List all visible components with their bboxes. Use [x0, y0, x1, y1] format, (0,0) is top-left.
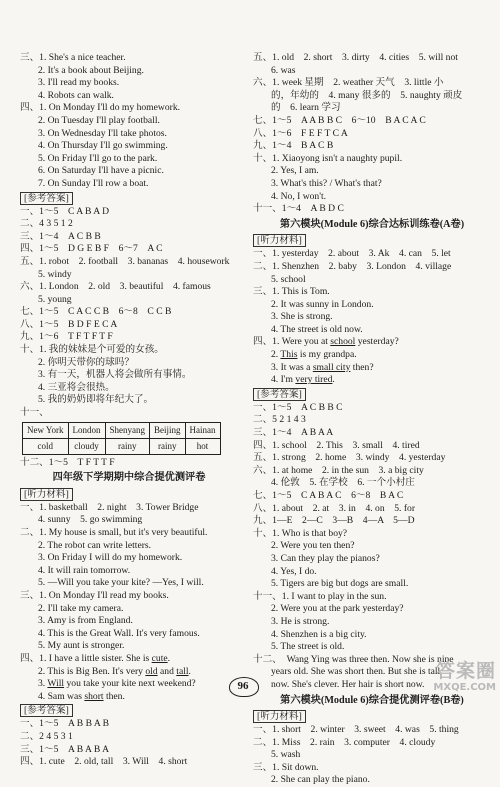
answer-line: 二、5 2 1 4 3	[253, 414, 306, 426]
answer-line	[20, 666, 238, 679]
underlined-word: cute	[151, 652, 168, 664]
answer-line: 二、1. Miss 2. rain 3. computer 4. cloudy	[253, 736, 436, 748]
answer-line: 5. On Friday I'll go to the park.	[38, 152, 158, 164]
answer-line: 6. was	[271, 64, 296, 76]
answer-line: 4. The street is old now.	[271, 323, 363, 335]
answer-line: 五、1. strong 2. home 3. windy 4. yesterday	[253, 452, 446, 464]
answer-line: 6. On Saturday I'll have a picnic.	[38, 165, 164, 177]
table-cell: hot	[185, 438, 220, 454]
answer-line: 2. It was sunny in London.	[271, 298, 374, 310]
answer-line: 三、1～4 A C B B	[20, 230, 101, 242]
section-label: [听力材料]	[253, 234, 306, 247]
answer-line: 二、1. Shenzhen 2. baby 3. London 4. village	[253, 260, 452, 272]
answer-line	[20, 678, 238, 691]
answer-line: 5. —Will you take your kite? —Yes, I will.	[38, 577, 204, 589]
answer-line: 十一、1. I want to play in the sun.	[253, 590, 387, 602]
answer-line: 一、1～5 A C B B C	[253, 401, 343, 413]
answer-line: 二、2 4 5 3 1	[20, 730, 73, 742]
answer-line: 三、1. On Monday I'll read my books.	[20, 589, 169, 601]
text-span: 四、1. Were you at	[253, 336, 331, 348]
answer-line: 七、1～5 C A B A C 6～8 B A C	[253, 490, 404, 501]
section-label: [听力材料]	[20, 488, 73, 501]
answer-line: 3. Amy is from England.	[38, 615, 133, 627]
answer-line: 七、1～5 C A C C B 6～8 C C B	[20, 306, 172, 318]
answer-line: 2. She can play the piano.	[271, 774, 370, 786]
answer-line: 3. On Wednesday I'll take photos.	[38, 127, 167, 139]
page-number	[223, 676, 263, 696]
answer-line: 四、1. school 2. This 3. small 4. tired	[253, 439, 420, 451]
section-label-row	[20, 703, 238, 718]
weather-table	[22, 422, 221, 455]
table-cell: cloudy	[68, 438, 105, 454]
answer-line: 三、1. This is Tom.	[253, 286, 330, 298]
answer-line: 九、1—E 2—C 3—B 4—A 5—D	[253, 515, 415, 527]
answer-line: 九、1～4 B A C B	[253, 140, 334, 152]
answer-line: 四、1. On Monday I'll do my homework.	[20, 102, 181, 114]
answer-line: 4. On Thursday I'll go swimming.	[38, 140, 168, 152]
table-cell: New York	[23, 422, 69, 438]
answer-line: 3. Can they play the pianos?	[271, 552, 380, 564]
answer-line: 2. Yes, I am.	[271, 165, 319, 177]
answer-line: 4. 三亚将会很热。	[38, 381, 115, 393]
watermark	[404, 660, 496, 700]
table-cell: cold	[23, 438, 69, 454]
answer-line: 五、1. robot 2. football 3. bananas 4. housework	[20, 255, 230, 267]
answer-line: 一、1～5 A B B A B	[20, 718, 110, 730]
answer-line: 4. 伦敦 5. 在学校 6. 一个小村庄	[271, 477, 415, 489]
answer-line: 十一、1～4 A B D C	[253, 203, 344, 215]
answer-line: 3. 有一天，机器人将会做所有事情。	[38, 369, 192, 381]
answer-line: 一、1～5 C A B A D	[20, 205, 110, 217]
text-span: then.	[103, 690, 125, 702]
section-label-row	[253, 233, 491, 248]
answer-line: 六、1. at home 2. in the sun 3. a big city	[253, 464, 424, 476]
text-span: you take your kite next weekend?	[64, 678, 196, 690]
answer-line: 4. Yes, I do.	[271, 565, 317, 577]
answer-line: 5. 我的奶奶即将年纪大了。	[38, 394, 154, 406]
text-span: yesterday?	[355, 336, 399, 348]
answer-line: 十二、1～5 T F T T F	[20, 456, 115, 468]
section-label: [参考答案]	[253, 388, 306, 401]
answer-line: 3. She is strong.	[271, 311, 333, 323]
table-cell: Beijing	[150, 422, 186, 438]
text-span: 3. It was a	[271, 361, 313, 373]
section-label-row	[20, 191, 238, 206]
text-span: 4. I'm	[271, 374, 296, 386]
answer-line: 二、1. My house is small, but it's very beautiful.	[20, 527, 208, 538]
answer-line: 七、1～5 A A B B C 6～10 B A C A C	[253, 114, 426, 126]
answer-line: 三、1～4 A B A A	[253, 427, 334, 439]
answer-line: 5. The street is old.	[271, 641, 345, 653]
answer-line: years old. She was short then. But she is tall	[271, 666, 441, 678]
answer-line: 十、1. Xiaoyong isn't a naughty pupil.	[253, 152, 403, 164]
table-row	[23, 422, 221, 438]
answer-line: 5. My aunt is stronger.	[38, 640, 125, 652]
answer-line: 5. school	[271, 273, 306, 285]
answer-line: 六、1. week 星期 2. weather 天气 3. little 小	[253, 77, 444, 89]
answer-line: 一、1. yesterday 2. about 3. Ak 4. can 5. let	[253, 248, 451, 260]
underlined-word: small city	[312, 361, 351, 373]
answer-line: 4. sunny 5. go swimming	[38, 514, 143, 526]
text-span: .	[332, 374, 335, 386]
answer-line: 3. What's this? / What's that?	[271, 177, 382, 189]
section-title: 四年级下学期期中综合提优测评卷	[52, 472, 206, 484]
answer-line	[253, 362, 491, 375]
answer-line: 的 6. learn 学习	[271, 102, 341, 114]
answer-line: 八、1. about 2. at 3. in 4. on 5. for	[253, 502, 416, 514]
text-span: .	[188, 665, 191, 677]
underlined-word: very tired	[295, 374, 333, 386]
answer-line: 4. No, I won't.	[271, 190, 327, 202]
underlined-word: Will	[47, 678, 65, 690]
underlined-word: school	[330, 336, 356, 348]
section-label: [参考答案]	[20, 704, 73, 717]
answer-line: 二、4 3 5 1 2	[20, 218, 73, 230]
answer-line: 7. On Sunday I'll row a boat.	[38, 177, 149, 189]
answer-line: 5. wash	[271, 749, 301, 761]
answer-line: 四、1. cute 2. old, tall 3. Will 4. short	[20, 756, 188, 768]
answer-line: 一、1. basketball 2. night 3. Tower Bridge	[20, 501, 199, 513]
answer-line: 八、1～5 B D F E C A	[20, 318, 118, 330]
left-column	[20, 52, 238, 769]
answer-line: 2. 你明天带你的球吗？	[38, 356, 134, 368]
text-span: .	[167, 652, 171, 664]
watermark-url: MXQE.COM	[433, 682, 496, 693]
text-span: then?	[350, 361, 374, 373]
table-cell: London	[68, 422, 105, 438]
answer-line: 2. Were you at the park yesterday?	[271, 603, 404, 615]
section-label: [参考答案]	[20, 192, 73, 205]
answer-line: 2. It's a book about Beijing.	[38, 64, 144, 76]
section-label-row	[20, 487, 238, 502]
table-cell: Hainan	[185, 422, 220, 438]
answer-line: 3. I'll read my books.	[38, 77, 120, 89]
answer-line: 4. Robots can walk.	[38, 89, 114, 101]
answer-line: 十二、 Wang Ying was three then. Now she is nine	[253, 653, 454, 665]
section-label-row	[253, 709, 491, 724]
text-span: 4. Sam was	[38, 690, 85, 702]
table-cell: rainy	[150, 438, 186, 454]
table-cell: rainy	[105, 438, 150, 454]
answer-line: 三、1. She's a nice teacher.	[20, 52, 126, 63]
answer-line: 三、1. Sit down.	[253, 761, 319, 773]
section-label: [听力材料]	[253, 710, 306, 723]
answer-line: 十、1. 我的妹妹是个可爱的女孩。	[20, 344, 164, 356]
text-span: 3.	[38, 678, 48, 690]
table-cell: Shenyang	[105, 422, 150, 438]
answer-line: 5. windy	[38, 268, 72, 280]
page-number-text: 96	[237, 680, 249, 692]
answer-line: now. She's clever. Her hair is short now.	[271, 678, 425, 690]
answer-line: 2. I'll take my camera.	[38, 602, 124, 614]
answer-line	[20, 691, 238, 704]
answer-line: 2. Were you ten then?	[271, 540, 355, 552]
answer-line	[253, 349, 491, 362]
answer-line: 四、1～5 D G E B F 6～7 A C	[20, 243, 163, 255]
answer-line: 的，年幼的 4. many 很多的 5. naughty 顽皮	[271, 89, 463, 101]
answer-line: 八、1～6 F E F T C A	[253, 127, 348, 139]
answer-line: 五、1. old 2. short 3. dirty 4. cities 5. will not	[253, 52, 458, 63]
table-row	[23, 438, 221, 454]
answer-line: 4. This is the Great Wall. It's very famous.	[38, 627, 200, 639]
answer-line: 5. Tigers are big but dogs are small.	[271, 578, 409, 590]
answer-line: 十、1. Who is that boy?	[253, 527, 348, 539]
section-title: 第六模块(Module 6)综合达标训练卷(A卷)	[279, 218, 465, 230]
answer-line: 九、1～6 T F T F T F	[20, 331, 113, 343]
text-span: 2.	[271, 349, 281, 361]
answer-line	[253, 336, 491, 349]
answer-line: 3. He is strong.	[271, 615, 330, 627]
text-span: 2. This is Big Ben. It's very	[38, 665, 146, 677]
answer-line: 六、1. London 2. old 3. beautiful 4. famous	[20, 281, 211, 293]
text-span: 四、1. I have a little sister. She is	[20, 652, 152, 664]
answer-line: 2. On Tuesday I'll play football.	[38, 114, 160, 126]
answer-line: 5. young	[38, 293, 72, 305]
answer-line: 十一、	[20, 407, 49, 419]
watermark-logo: 答案圈	[435, 660, 496, 682]
underlined-word: tall	[176, 665, 189, 677]
section-label-row	[253, 387, 491, 402]
underlined-word: This	[280, 349, 298, 361]
answer-line: 3. On Friday I will do my homework.	[38, 552, 183, 564]
answer-line: 三、1～5 A B A B A	[20, 743, 110, 755]
answer-line: 4. Shenzhen is a big city.	[271, 628, 367, 640]
section-title: 第六模块(Module 6)综合提优测评卷(B卷)	[280, 694, 464, 706]
answer-line: 2. The robot can write letters.	[38, 539, 152, 551]
answer-line	[253, 374, 491, 387]
underlined-word: short	[84, 690, 104, 702]
answer-line	[20, 653, 238, 666]
text-span: is my grandpa.	[297, 349, 357, 361]
answer-line: 4. It will rain tomorrow.	[38, 564, 131, 576]
answer-line: 一、1. short 2. winter 3. sweet 4. was 5. thing	[253, 724, 459, 736]
text-span: and	[157, 665, 177, 677]
underlined-word: old	[145, 665, 158, 677]
